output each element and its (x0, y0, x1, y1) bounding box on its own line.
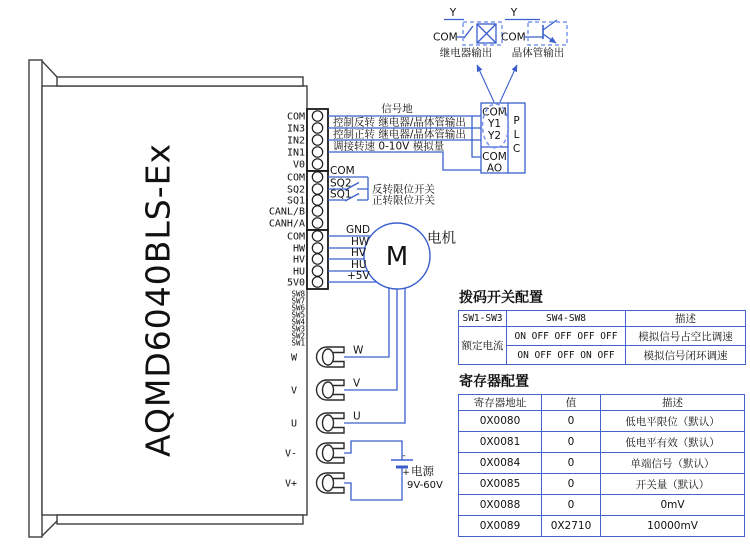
terminal-screws (312, 111, 322, 287)
plc-y2: Y2 (487, 130, 502, 142)
transistor-dashed-box (528, 22, 567, 45)
hall-hv-label: HV (351, 247, 367, 259)
sw-label: SW2 (291, 331, 305, 341)
forward-limit-label: 正转限位开关 (372, 194, 435, 207)
reg-desc-cell: 单端信号（默认） (601, 453, 745, 474)
terminal-label: CANL/B (268, 206, 305, 218)
motor-label: 电机 (427, 231, 456, 247)
reg-val-cell: 0 (542, 474, 601, 495)
terminal-label: U (290, 418, 297, 430)
reg-addr-cell: 0X0089 (459, 516, 542, 537)
device-top-lip (57, 77, 303, 86)
terminal-label: HW (292, 243, 305, 255)
register-header-row (459, 395, 745, 411)
transistor-output-symbol (501, 7, 567, 59)
relay-output-symbol (433, 7, 502, 59)
reg-val-cell: 0 (542, 432, 601, 453)
sw-label: SW3 (291, 324, 305, 334)
plc-com-top: COM (482, 106, 507, 119)
plc-letter: L (513, 129, 520, 141)
signal-ground-label: 信号地 (381, 103, 413, 115)
dip-header-row (459, 311, 746, 327)
relay-com-label: COM (433, 31, 458, 44)
reg-addr-cell: 0X0088 (459, 495, 542, 516)
plc-letter: C (512, 143, 521, 155)
hall-hw-label: HW (351, 236, 370, 248)
sw-label: SW1 (291, 338, 305, 348)
terminal-label: V0 (292, 159, 305, 171)
register-row (459, 432, 745, 453)
battery-symbol (391, 460, 413, 467)
reverse-limit-label: 反转限位开关 (372, 183, 435, 196)
transistor-y-label: Y (510, 7, 518, 19)
dip-rated-current-cell: 额定电流 (459, 327, 507, 365)
reg-val-cell: 0X2710 (542, 516, 601, 537)
terminal-label: COM (286, 231, 305, 243)
register-row (459, 411, 745, 432)
dip-desc-cell: 模拟信号闭环调速 (626, 346, 746, 365)
register-row (459, 495, 745, 516)
register-config (458, 371, 750, 537)
terminal-label: HU (292, 266, 305, 278)
dip-table (458, 310, 746, 365)
phase-u-label: U (353, 410, 361, 423)
flange-bevel-bottom (42, 521, 57, 536)
sq2-wire-label: SQ2 (330, 177, 352, 190)
phase-w-label: W (353, 344, 364, 357)
dip-header-desc: 描述 (626, 311, 746, 327)
plc-ao: AO (486, 162, 503, 175)
relay-y-label: Y (449, 7, 457, 19)
hall-5v-label: +5V (347, 270, 370, 282)
terminal-label: W (290, 352, 297, 364)
motor-symbol: M (385, 242, 409, 272)
plc-letter: P (513, 115, 520, 127)
phase-v-label: V (353, 377, 361, 390)
dip-row (459, 327, 746, 346)
battery-plus: + (402, 468, 410, 478)
forward-wire-label: 控制正转 继电器/晶体管输出 (333, 128, 466, 141)
sw-label: SW5 (291, 310, 305, 320)
reg-header-desc: 描述 (601, 395, 745, 411)
terminal-label: SQ1 (286, 195, 305, 207)
dip-switch-names (291, 290, 305, 348)
register-row (459, 453, 745, 474)
reg-val-cell: 0 (542, 495, 601, 516)
reg-desc-cell: 低电平有效（默认） (601, 432, 745, 453)
sw-label: SW6 (291, 303, 305, 313)
power-supply-range: 9V-60V (407, 480, 443, 491)
dip-desc-cell: 模拟信号占空比调速 (626, 327, 746, 346)
reg-val-cell: 0 (542, 453, 601, 474)
dip-table-title: 拨码开关配置 (459, 290, 543, 306)
reg-header-addr: 寄存器地址 (459, 395, 542, 411)
reg-addr-cell: 0X0080 (459, 411, 542, 432)
terminal-label: IN3 (286, 123, 305, 135)
register-row (459, 474, 745, 495)
hall-hu-label: HU (351, 259, 367, 271)
device-title: AQMD6040BLS-Ex (138, 142, 178, 458)
dip-header-sw1-sw3: SW1-SW3 (459, 311, 507, 327)
terminal-label: 5V0 (286, 277, 305, 289)
power-supply-label: 电源 (411, 464, 434, 478)
flange-bevel-top (42, 61, 57, 77)
transistor-com-label: COM (501, 31, 526, 44)
power-supply-wires (344, 441, 402, 500)
transistor-output-caption: 晶体管输出 (511, 47, 565, 59)
register-row (459, 516, 745, 537)
mount-flange (29, 60, 42, 537)
reg-addr-cell: 0X0085 (459, 474, 542, 495)
reg-desc-cell: 0mV (601, 495, 745, 516)
terminal-label: IN1 (286, 147, 305, 159)
terminal-label: V (290, 385, 297, 397)
reg-desc-cell: 10000mV (601, 516, 745, 537)
dip-header-sw4-sw8: SW4-SW8 (507, 311, 626, 327)
reg-addr-cell: 0X0084 (459, 453, 542, 474)
terminal-label: HV (292, 254, 305, 266)
terminal-label: V+ (284, 478, 297, 490)
reverse-wire-label: 控制反转 继电器/晶体管输出 (333, 116, 466, 129)
reg-val-cell: 0 (542, 411, 601, 432)
terminal-label: IN2 (286, 135, 305, 147)
dip-sw-cell: ON OFF OFF OFF OFF (507, 327, 626, 346)
dip-sw-cell: ON OFF OFF ON OFF (507, 346, 626, 365)
terminal-label: COM (286, 172, 305, 184)
battery-minus: - (402, 451, 406, 461)
plc-com-bottom: COM (482, 151, 507, 163)
terminal-label: COM (286, 111, 305, 123)
register-table-title: 寄存器配置 (459, 374, 529, 390)
dip-switch-config (458, 287, 750, 365)
reg-header-val: 值 (542, 395, 601, 411)
sw-label: SW4 (291, 317, 305, 327)
terminal-label: CANH/A (268, 218, 305, 230)
com-wire-label: COM (330, 165, 355, 177)
sw-label: SW8 (291, 289, 305, 299)
sq1-wire-label: SQ1 (330, 188, 352, 201)
register-table (458, 394, 745, 537)
output-type-arrows (477, 65, 517, 102)
power-connectors (317, 347, 345, 493)
device-bottom-lip (57, 515, 303, 524)
speed-wire-label: 调接转速 0-10V 模拟量 (333, 140, 445, 153)
reg-addr-cell: 0X0081 (459, 432, 542, 453)
sw-label: SW7 (291, 296, 305, 306)
relay-output-caption: 继电器输出 (439, 47, 493, 59)
plc-y1: Y1 (487, 118, 502, 130)
hall-gnd-label: GND (346, 224, 371, 236)
terminal-label: SQ2 (286, 184, 305, 196)
reg-desc-cell: 开关量（默认） (601, 474, 745, 495)
terminal-label: V- (284, 448, 297, 460)
reg-desc-cell: 低电平限位（默认） (601, 411, 745, 432)
